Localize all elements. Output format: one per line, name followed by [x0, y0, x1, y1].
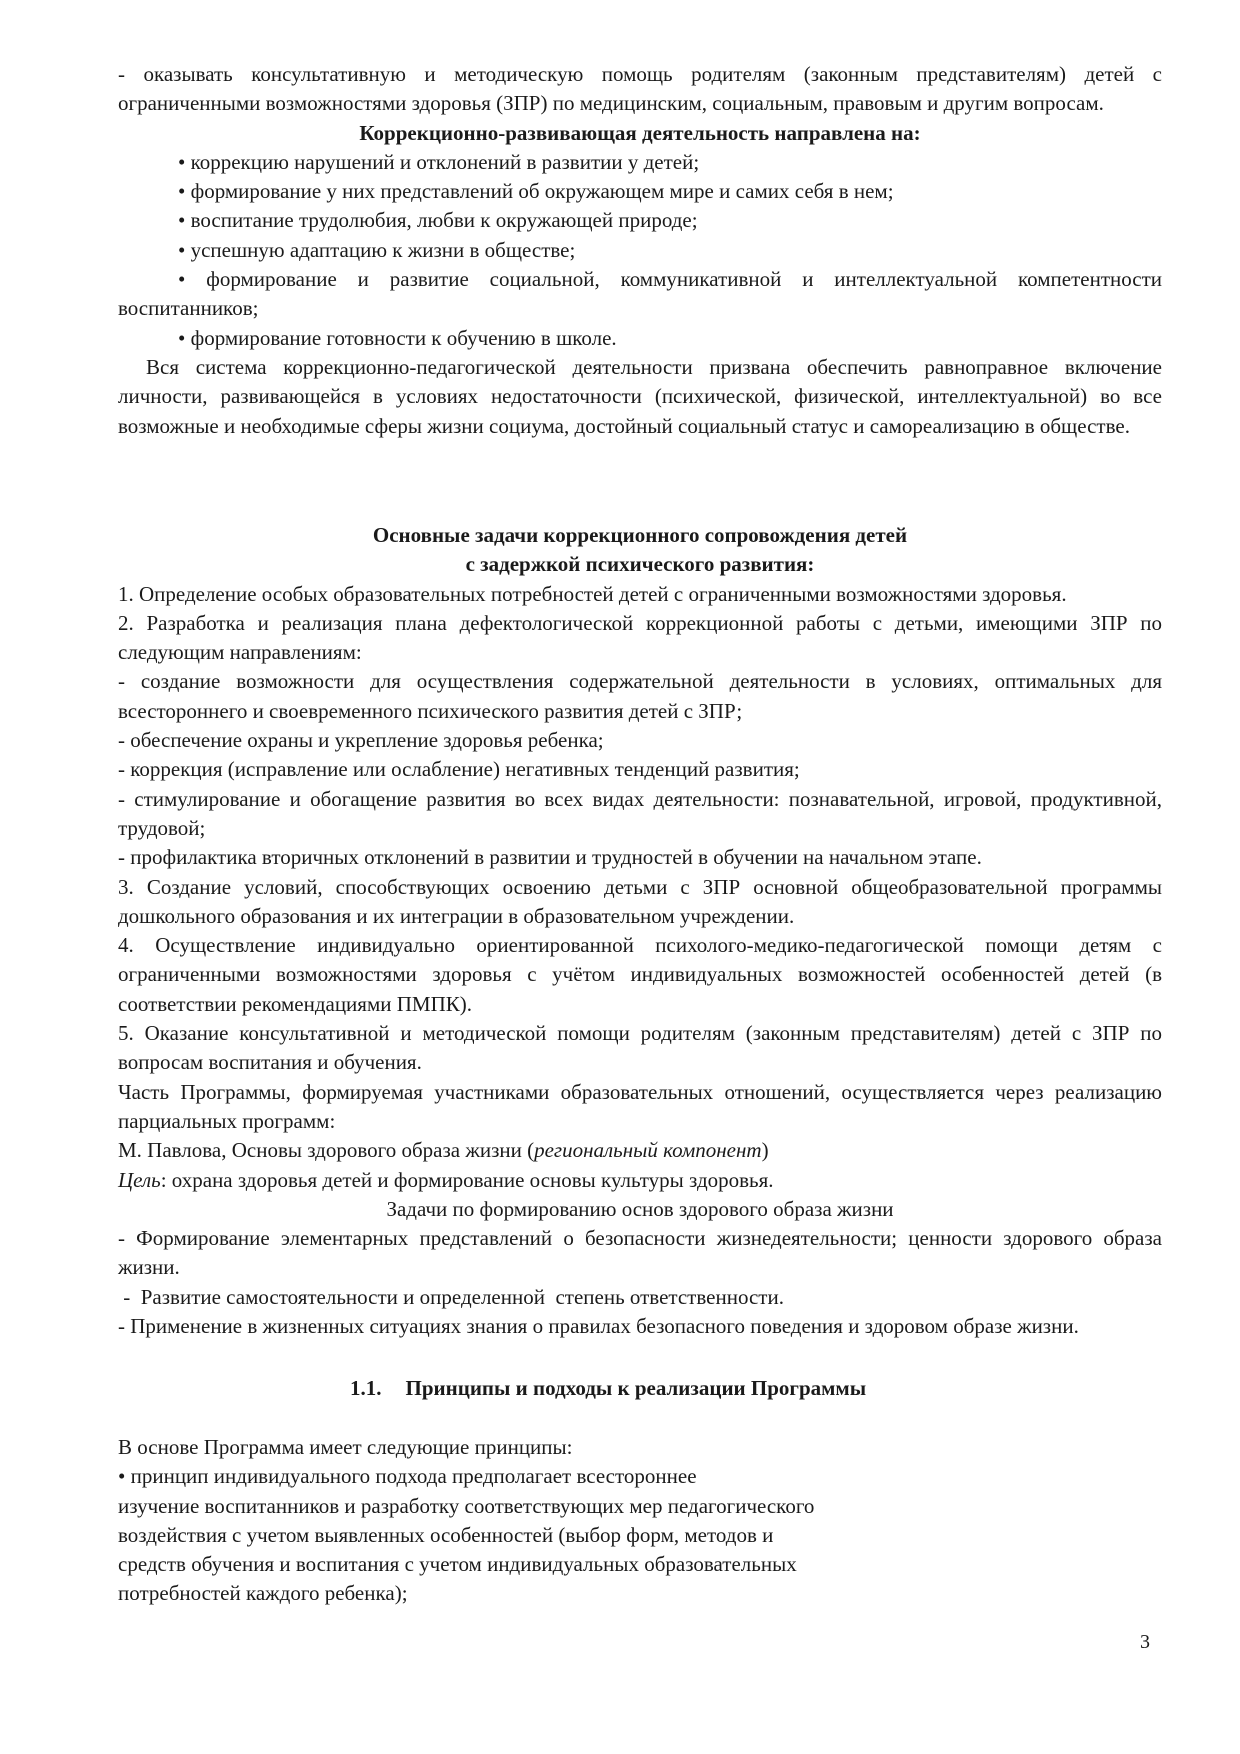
task-item: 5. Оказание консультативной и методической помощи родителям (законным представителям) детей с ЗПР по вопросам воспитания и обучения. [118, 1021, 1162, 1075]
task-item: 3. Создание условий, способствующих освоению детьми с ЗПР основной общеобразовательной программы дошкольного образования и их интеграции в образовательном учреждении. [118, 874, 1162, 928]
tasks-block [118, 521, 1162, 1341]
section-number: 1.1. [350, 1376, 382, 1400]
tasks-heading-line-1: Основные задачи коррекционного сопровождения детей [372, 523, 908, 547]
goal-line [118, 1166, 1162, 1195]
intro-block [118, 60, 1162, 441]
principle-line: потребностей каждого ребенка); [118, 1581, 408, 1606]
health-heading: Задачи по формированию основ здорового образа жизни [386, 1196, 894, 1221]
section-heading [118, 1374, 1162, 1403]
corr-item: • формирование у них представлений об окружающем мире и самих себя в нем; [178, 179, 894, 204]
task-item: - обеспечение охраны и укрепление здоровья ребенка; [118, 728, 604, 753]
task-item: 1. Определение особых образовательных потребностей детей с ограниченными возможностями здоровья. [118, 581, 1067, 606]
principles-block [118, 1433, 1162, 1609]
pavlova-close: ) [761, 1138, 769, 1163]
section-title: Принципы и подходы к реализации Программы [405, 1376, 867, 1400]
task-item: - стимулирование и обогащение развития во всех видах деятельности: познавательной, игровой, продуктивной, трудовой; [118, 786, 1162, 840]
corr-item: • коррекцию нарушений и отклонений в развитии у детей; [178, 149, 700, 174]
system-paragraph: Вся система коррекционно-педагогической деятельности призвана обеспечить равноправное включение личности, развивающейся в условиях недостаточности (психической, физической, интеллектуальной) во все возможные и необходимые сферы жизни социума, достойный социальный статус и самореализацию в обществе. [118, 354, 1162, 438]
corr-item: • воспитание трудолюбия, любви к окружающей природе; [178, 208, 698, 233]
page-number: 3 [1140, 1631, 1150, 1653]
task-item: 4. Осуществление индивидуально ориентированной психолого-медико-педагогической помощи детям с ограниченными возможностями здоровья с учётом индивидуальных возможностей особенностей детей (в соответствии рекомендациями ПМПК). [118, 933, 1162, 1016]
health-item: - Формирование элементарных представлений о безопасности жизнедеятельности; ценности здорового образа жизни. [118, 1226, 1162, 1280]
intro-paragraph: - оказывать консультативную и методическую помощь родителям (законным представителям) детей с ограниченными возможностями здоровья (ЗПР) по медицинским, социальным, правовым и другим вопросам. [118, 62, 1162, 116]
task-item: - коррекция (исправление или ослабление) негативных тенденций развития; [118, 757, 800, 782]
corr-item: • формирование готовности к обучению в школе. [178, 325, 617, 350]
part-paragraph: Часть Программы, формируемая участниками образовательных отношений, осуществляется через реализацию парциальных программ: [118, 1079, 1162, 1133]
task-item: 2. Разработка и реализация плана дефектологической коррекционной работы с детьми, имеющими ЗПР по следующим направлениям: [118, 610, 1162, 665]
goal-text: : охрана здоровья детей и формирование основы культуры здоровья. [160, 1167, 774, 1192]
pavlova-text: М. Павлова, Основы здорового образа жизни ( [118, 1138, 535, 1163]
goal-label: Цель [118, 1167, 161, 1192]
principles-intro: В основе Программа имеет следующие принципы: [118, 1435, 573, 1459]
pavlova-italic: региональный компонент [534, 1138, 762, 1163]
task-item: - создание возможности для осуществления содержательной деятельности в условиях, оптимальных для всестороннего и своевременного психического развития детей с ЗПР; [118, 669, 1162, 723]
pavlova-line [118, 1136, 1162, 1165]
corr-item: • формирование и развитие социальной, коммуникативной и интеллектуальной компетентности воспитанников; [118, 267, 1162, 321]
tasks-heading-line-2: с задержкой психического развития: [465, 552, 815, 577]
principle-line: средств обучения и воспитания с учетом индивидуальных образовательных [118, 1552, 797, 1577]
principle-line: • принцип индивидуального подхода предполагает всестороннее [118, 1464, 697, 1489]
health-item: - Применение в жизненных ситуациях знания о правилах безопасного поведения и здоровом образе жизни. [118, 1314, 1079, 1339]
principle-line: воздействия с учетом выявленных особенностей (выбор форм, методов и [118, 1522, 774, 1547]
corr-heading: Коррекционно-развивающая деятельность направлена на: [359, 120, 921, 145]
corr-item: • успешную адаптацию к жизни в обществе; [178, 237, 576, 262]
task-item: - профилактика вторичных отклонений в развитии и трудностей в обучении на начальном этапе. [118, 845, 982, 870]
health-item: - Развитие самостоятельности и определенной степень ответственности. [118, 1284, 784, 1309]
principle-line: изучение воспитанников и разработку соответствующих мер педагогического [118, 1493, 815, 1518]
